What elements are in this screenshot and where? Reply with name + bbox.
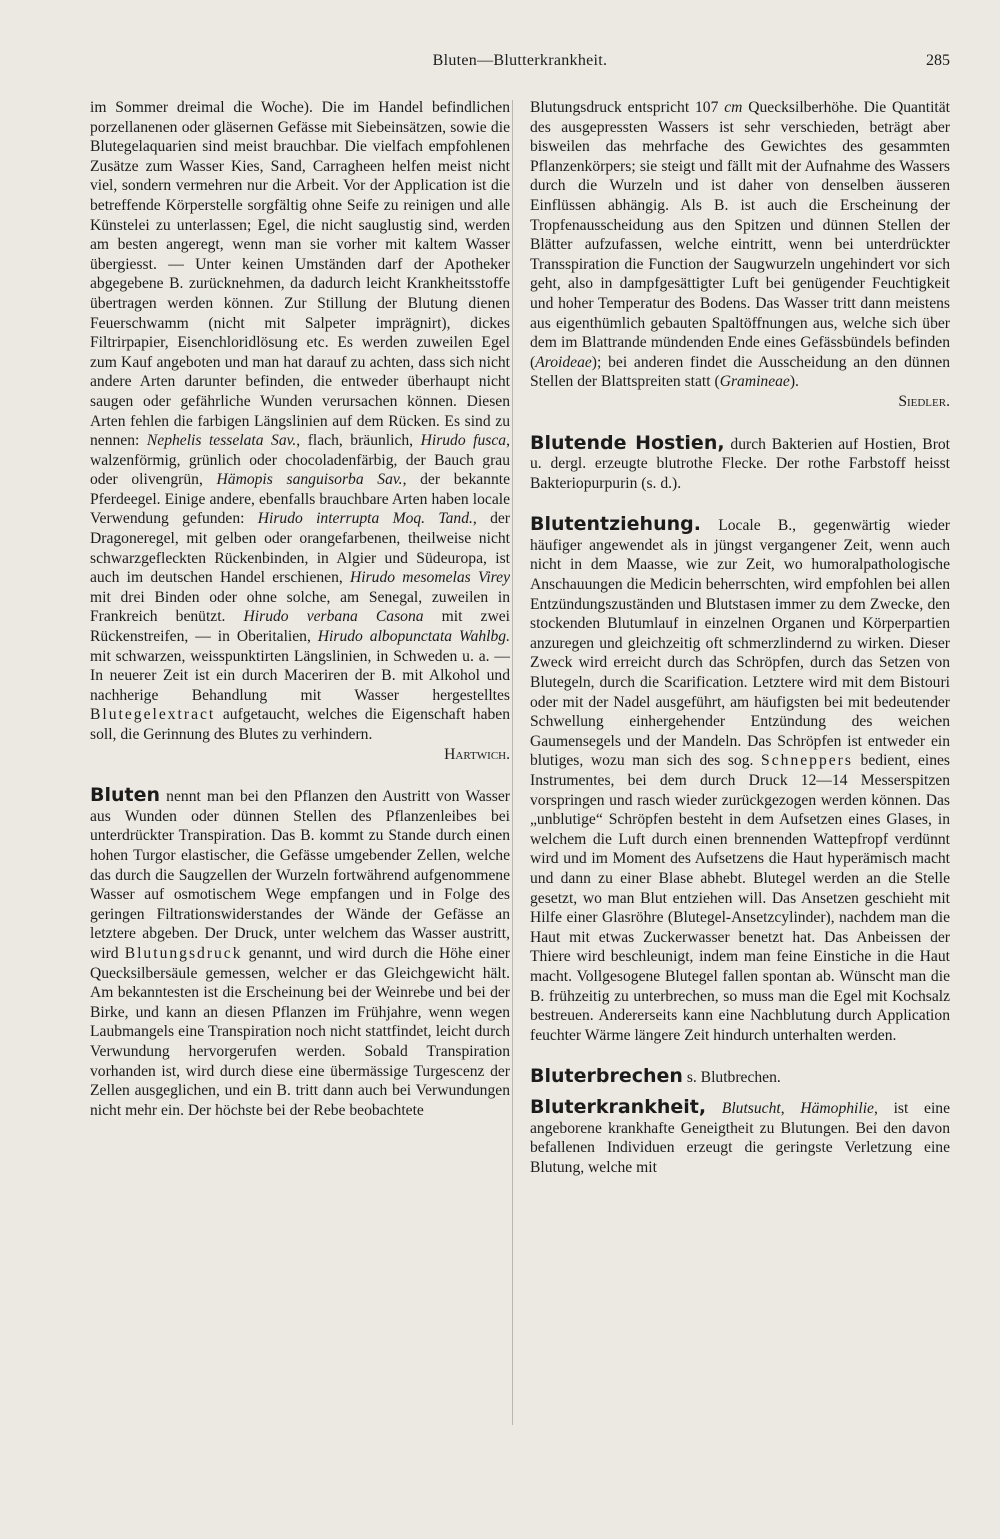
entry-bluten: Bluten nennt man bei den Pflanzen den Austritt von Wasser aus Wunden oder dünnen Stellen des Pflanzenleibes bei unterdrückter Transpiration. Das B. kommt zu Stande durch einen hohen Turgor elastischer, die Gefässe umgebender Zellen, welche das durch die Saugzellen der Wurzeln fortwährend aufgenommene Wasser auf osmotischem Wege empfangen und in Folge des geringen Filtrationswiderstandes der Wände der Gefässe an letztere abgeben. Der Druck, unter welchem das Wasser austritt, wird Blutungsdruck genannt, und wird durch die Höhe einer Quecksilbersäule gemessen, welcher er das Gleichgewicht hält. Am bekanntesten ist die Erscheinung bei der Weinrebe und bei der Birke, und kann an diesen Pflanzen im Frühjahre, wenn wegen Laubmangels eine Transpiration noch nicht stattfindet, leicht durch Verwundung hervorgerufen werden. Sobald Transpiration vorhanden ist, wird durch diese eine übermässige Turgescenz der Zellen ausgeglichen, und ein B. tritt dann auch bei Verwundungen nicht mehr ein. Der höchste bei der Rebe beobachtete bbox=[90, 784, 511, 1119]
right-column bbox=[530, 98, 950, 1177]
running-title: Bluten—Blutterkrankheit. bbox=[432, 52, 608, 69]
author-signature: Hartwich. bbox=[444, 745, 510, 763]
headword: Bluterbrechen bbox=[530, 1065, 683, 1088]
entry-blutentziehung: Blutentziehung. Locale B., gegenwärtig wieder häufiger angewendet als in jüngst vergangener Zeit, wenn auch nicht in dem Maasse, wie zur Zeit, wo humoralpathologische Anschauungen die Medicin beherrschten, wird empfohlen bei allen Entzündungszuständen und Blutstasen immer zu dem Zwecke, den stockenden Blutumlauf in einzelnen Organen und Körperpartien anzuregen und gleichzeitig oft schmerzlindernd zu wirken. Dieser Zweck wird erreicht durch das Schröpfen, durch das Setzen von Blutegeln, durch die Scarification. Letztere wird mit dem Bistouri oder mit der Nadel ausgeführt, am häufigsten bei mit bedeutender Schwellung einhergehender Entzündung des weichen Gaumensegels und der Mandeln. Das Schröpfen ist entweder ein blutiges, wozu man sich des sog. Schneppers bedient, eines Instrumentes, bei dem durch Druck 12—14 Messerspitzen vorspringen und rasch wieder zurückgezogen werden können. Das „unblutige“ Schröpfen besteht in dem Aufsetzen eines Glases, in welchem die Luft durch einen brennenden Wattepfropf verdünnt wird und im Moment des Aufsetzens die Haut hyperämisch macht und dann zu einer Blase abhebt. Blutegel werden an die Stelle gesetzt, wo man Blut entziehen will. Das Ansetzen geschieht mit Hilfe einer Glasröhre (Blutegel-Ansetzcylinder), nachdem man die Haut mit etwas Zuckerwasser benetzt hat. Das Anbeissen der Thiere wird beschleunigt, indem man feine Einstiche in die Haut macht. Vollgesogene Blutegel fallen spontan ab. Wünscht man die B. frühzeitig zu unterbrechen, so muss man die Egel mit Kochsalz bestreuen. Andererseits kann eine Nachblutung durch Application feuchter Wärme längere Zeit hindurch unterhalten werden. bbox=[530, 513, 950, 1044]
page-header bbox=[90, 52, 950, 76]
headword: Bluterkrankheit, bbox=[530, 1095, 707, 1118]
author-signature: Siedler. bbox=[898, 392, 950, 410]
headword: Blutentziehung. bbox=[530, 513, 701, 536]
left-column bbox=[90, 98, 510, 1120]
page-number: 285 bbox=[926, 52, 950, 69]
entry-bluterbrechen: Bluterbrechen s. Blutbrechen. bbox=[530, 1065, 781, 1088]
bluten-continuation: Blutungsdruck entspricht 107 cm Quecksilberhöhe. Die Quantität des ausgepressten Wassers ist sehr verschieden, beträgt aber bisweilen das mehrfache des Gewichtes des gesammten Pflanzenkörpers; sie steigt und fällt mit der Aufnahme des Wassers durch die Wurzeln und ist daher von denselben äusseren Einflüssen abhängig. Als B. ist auch die Erscheinung der Tropfenausscheidung aus den Spitzen und dünnen Stellen der Blätter aufzufassen, welche eintritt, wenn bei unterdrückter Transspiration die Function der Saugwurzeln ungehindert vor sich geht, also in dampfgesättigter Luft bei genügender Feuchtigkeit und hoher Temperatur des Bodens. Das Wasser tritt dann meistens aus eigenthümlich gebauten Spaltöffnungen aus, welche sich über dem im Blattrande mündenden Ende eines Gefässbündels befinden (Aroideae); bei anderen findet die Ausscheidung an den dünnen Stellen der Blattspreiten statt (Gramineae). Siedler. bbox=[530, 99, 951, 410]
column-divider bbox=[512, 100, 513, 1425]
entry-bluterkrankheit: Bluterkrankheit, Blutsucht, Hämophilie, ist eine angeborene krankhafte Geneigtheit zu Blutungen. Bei den davon befallenen Individuen erzeugt die geringste Verletzung eine Blutung, welche mit bbox=[530, 1095, 951, 1176]
headword: Bluten bbox=[90, 784, 161, 807]
entry-blutende-hostien: Blutende Hostien, durch Bakterien auf Hostien, Brot u. dergl. erzeugte blutrothe Flecke. Der rothe Farbstoff heisst Bakteriopurpurin (s. d.). bbox=[530, 431, 951, 492]
headword: Blutende Hostien, bbox=[530, 431, 725, 454]
blutegel-continuation: im Sommer dreimal die Woche). Die im Handel befindlichen porzellanenen oder gläsernen Gefässe mit Siebeinsätzen, sowie die Blutegelaquarien sind meist brauchbar. Die vielfach empfohlenen Zusätze zum Wasser Kies, Sand, Carragheen helfen meist nicht viel, sondern vermehren nur die Arbeit. Vor der Application ist die betreffende Körperstelle sorgfältig ohne Seife zu reinigen und alle Künstelei zu unterlassen; Egel, die nicht sauglustig sind, werden am besten angeregt, wenn man sie vorher mit kaltem Wasser übergiesst. — Unter keinen Umständen darf der Apotheker abgegebene B. zurücknehmen, da dadurch leicht Krankheitsstoffe übertragen werden können. Zur Stillung der Blutung dienen Feuerschwamm (nicht mit Salpeter imprägnirt), dickes Filtrirpapier, Eisenchloridlösung etc. Es werden zuweilen Egel zum Kauf angeboten und man hat darauf zu achten, dass sich nicht andere Arten darunter befinden, die entweder überhaupt nicht saugen oder gefährliche Wunden verursachen können. Diesen Arten fehlen die farbigen Längslinien auf dem Rücken. Es sind zu nennen: Nephelis tesselata Sav., flach, bräunlich, Hirudo fusca, walzenförmig, grünlich oder chocoladenfärbig, der Bauch grau oder olivengrün, Hämopis sanguisorba Sav., der bekannte Pferdeegel. Einige andere, ebenfalls brauchbare Arten haben locale Verwendung gefunden: Hirudo interrupta Moq. Tand., der Dragoneregel, mit gelben oder orangefarbenen, theilweise nicht schwarzgefleckten Rückenbinden, in Algier und Südeuropa, ist auch im deutschen Handel erschienen, Hirudo mesomelas Virey mit drei Binden oder ohne solche, am Senegal, zuweilen in Frankreich benützt. Hirudo verbana Casona mit zwei Rückenstreifen, — in Oberitalien, Hirudo albopunctata Wahlbg. mit schwarzen, weisspunktirten Längslinien, in Schweden u. a. — In neuerer Zeit ist ein durch Maceriren der B. mit Alkohol und nachherige Behandlung mit Wasser hergestelltes Blutegelextract aufgetaucht, welches die Eigenschaft haben soll, die Gerinnung des Blutes zu verhindern. Hartwich. bbox=[90, 99, 511, 763]
